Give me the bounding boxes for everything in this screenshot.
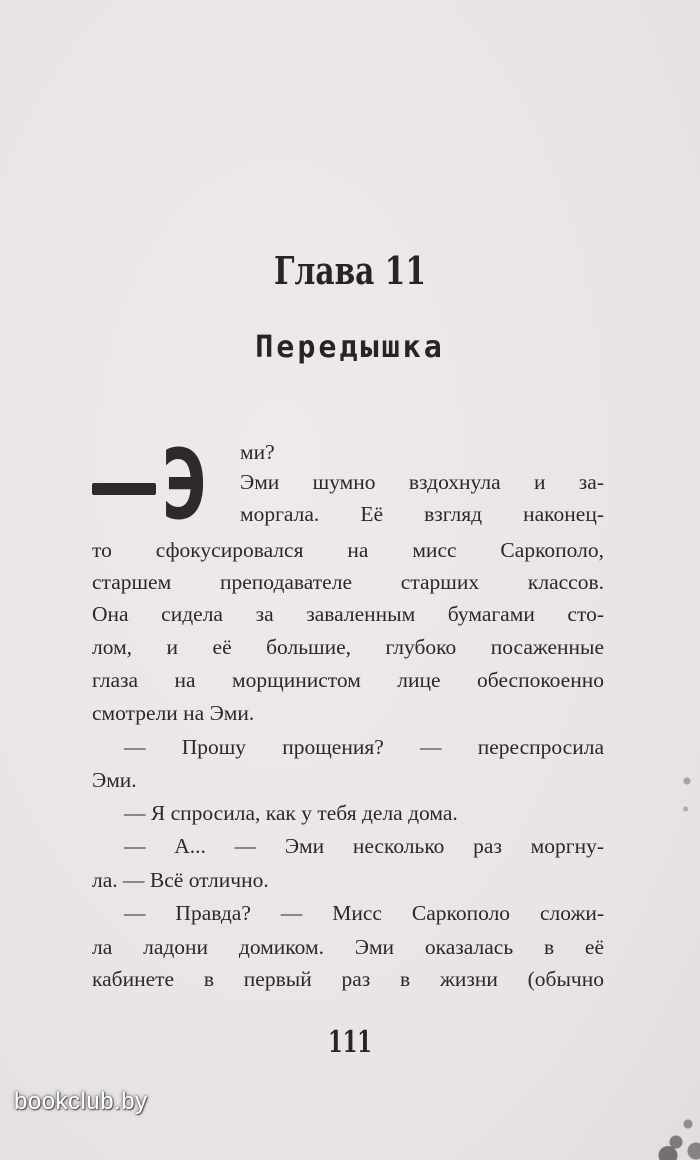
text-line: смотрели на Эми. — [92, 701, 255, 725]
text-line: Эми. — [92, 768, 137, 792]
text-line: моргала. Её взгляд наконец- — [240, 502, 604, 526]
text-line: — Правда? — Мисс Саркополо сложи- — [124, 901, 604, 925]
text-line: — Прошу прощения? — переспросила — [124, 735, 604, 759]
text-line: лом, и её большие, глубоко посаженные — [92, 635, 604, 659]
text-line: ла. — Всё отлично. — [92, 868, 269, 892]
text-line: кабинете в первый раз в жизни (обычно — [92, 967, 604, 991]
text-line: то сфокусировался на мисс Саркополо, — [92, 538, 604, 562]
drop-cap-letter: Э — [160, 429, 210, 541]
text-line: ла ладони домиком. Эми оказалась в её — [92, 935, 604, 959]
text-line: — А... — Эми несколько раз моргну- — [124, 834, 604, 858]
text-line: — Я спросила, как у тебя дела дома. — [124, 801, 458, 825]
page-number: 111 — [328, 1025, 372, 1060]
text-line: Она сидела за заваленным бумагами сто- — [92, 602, 604, 626]
text-line: глаза на морщинистом лице обеспокоенно — [92, 668, 604, 692]
text-line: старшем преподавателе старших классов. — [92, 570, 604, 594]
chapter-title: Передышка — [255, 330, 445, 365]
text-line: Эми шумно вздохнула и за- — [240, 470, 604, 494]
text-line: ми? — [240, 440, 275, 464]
watermark: bookclub.by — [14, 1088, 148, 1115]
chapter-heading: Глава 11 — [274, 248, 426, 293]
